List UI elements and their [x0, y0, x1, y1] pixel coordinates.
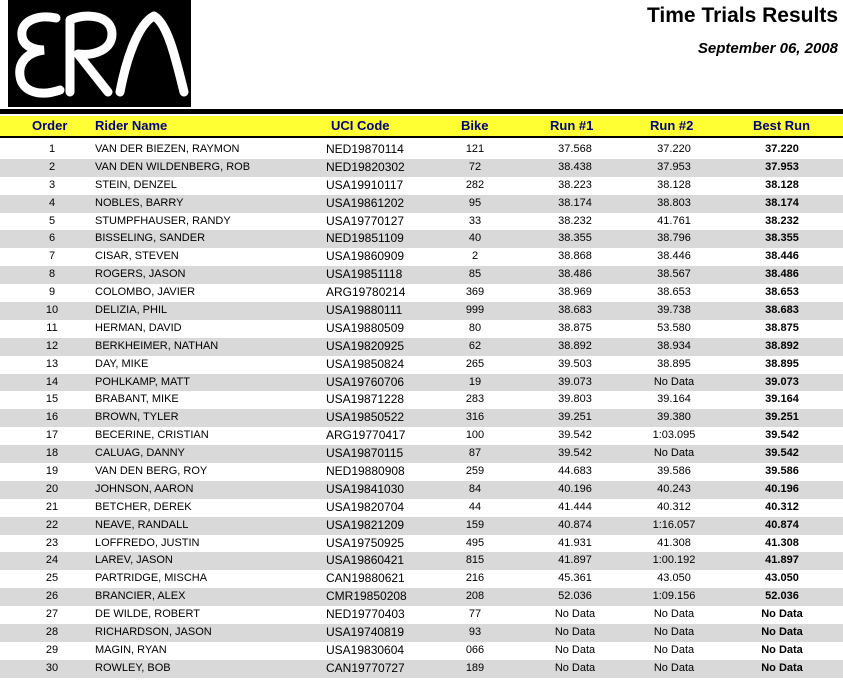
cell-order: 18 [45, 447, 59, 460]
cell-best-run: 38.174 [765, 196, 799, 209]
cell-best-run: 37.953 [765, 160, 799, 173]
cell-bike: 100 [465, 429, 485, 442]
cell-run-2: 41.761 [657, 214, 691, 227]
cell-run-2: 39.738 [657, 304, 691, 317]
table-row [0, 141, 843, 159]
cell-best-run: 40.874 [765, 518, 799, 531]
table-row [0, 409, 843, 427]
col-best-run: Best Run [753, 118, 811, 133]
cell-run-2: 38.128 [657, 178, 691, 191]
table-row [0, 338, 843, 356]
cell-uci-code: NED19851109 [326, 231, 404, 246]
cell-run-2: 1:16.057 [652, 518, 696, 531]
cell-order: 1 [48, 143, 56, 155]
cell-uci-code: USA19750925 [326, 535, 405, 550]
cell-run-2: 38.567 [657, 268, 691, 281]
cell-run-2: No Data [653, 447, 695, 460]
cell-uci-code: USA19851118 [326, 267, 403, 282]
cell-uci-code: USA19850824 [326, 356, 405, 371]
cell-uci-code: USA19820925 [326, 338, 405, 353]
table-row [0, 195, 843, 213]
cell-run-1: 39.251 [558, 411, 592, 424]
table-row [0, 606, 843, 624]
cell-rider-name: BROWN, TYLER [95, 411, 179, 424]
table-row [0, 266, 843, 284]
col-order: Order [32, 118, 68, 133]
cell-bike: 282 [465, 178, 485, 191]
cell-best-run: 38.446 [765, 250, 799, 263]
cell-rider-name: CALUAG, DANNY [95, 447, 185, 460]
cell-uci-code: CAN19880621 [326, 571, 405, 586]
cell-best-run: 38.355 [765, 232, 799, 245]
cell-run-1: 41.444 [558, 500, 592, 513]
cell-best-run: 38.895 [765, 357, 799, 370]
table-row [0, 320, 843, 338]
event-date: September 06, 2008 [697, 40, 838, 57]
cell-order: 28 [45, 626, 59, 639]
cell-run-2: 38.653 [657, 286, 691, 299]
cell-uci-code: ARG19770417 [326, 428, 406, 443]
cell-run-1: 45.361 [558, 572, 592, 585]
table-row [0, 159, 843, 177]
cell-rider-name: NOBLES, BARRY [95, 196, 184, 209]
cell-uci-code: USA19821209 [326, 517, 405, 532]
cell-order: 4 [48, 196, 56, 209]
cell-run-1: 38.892 [558, 339, 592, 352]
table-row [0, 642, 843, 660]
cell-rider-name: BECERINE, CRISTIAN [95, 429, 209, 442]
col-run-2: Run #2 [650, 118, 694, 133]
cell-best-run: 41.897 [765, 554, 799, 567]
cell-rider-name: ROWLEY, BOB [95, 661, 171, 674]
table-row [0, 445, 843, 463]
cell-run-2: 37.953 [657, 160, 691, 173]
cell-order: 25 [45, 572, 59, 585]
cell-order: 6 [48, 232, 56, 245]
cell-best-run: 39.586 [765, 465, 799, 478]
cell-run-2: 37.220 [657, 143, 691, 155]
cell-bike: 77 [468, 608, 482, 621]
cell-rider-name: DE WILDE, ROBERT [95, 608, 200, 621]
cell-best-run: 38.653 [765, 286, 799, 299]
cell-run-1: 44.683 [558, 465, 592, 478]
cell-bike: 265 [465, 357, 485, 370]
cell-run-1: No Data [554, 661, 596, 674]
cell-run-2: 38.895 [657, 357, 691, 370]
cell-uci-code: NED19770403 [326, 607, 405, 622]
cell-rider-name: BRABANT, MIKE [95, 393, 179, 406]
cell-run-1: No Data [554, 626, 596, 639]
cell-best-run: No Data [761, 661, 803, 674]
cell-uci-code: CMR19850208 [326, 589, 407, 604]
cell-uci-code: USA19740819 [326, 625, 405, 640]
table-row [0, 230, 843, 248]
cell-run-2: 40.312 [657, 500, 691, 513]
cell-rider-name: MAGIN, RYAN [95, 643, 167, 656]
table-row [0, 660, 843, 678]
cell-best-run: 39.073 [765, 375, 799, 388]
cell-rider-name: DELIZIA, PHIL [95, 304, 168, 317]
cell-bike: 208 [465, 590, 485, 603]
table-row [0, 177, 843, 195]
cell-best-run: 38.892 [765, 339, 799, 352]
cell-uci-code: NED19880908 [326, 464, 405, 479]
header-divider [0, 109, 843, 114]
cell-best-run: 39.164 [765, 393, 799, 406]
cell-uci-code: NED19820302 [326, 159, 405, 174]
cell-run-1: 38.868 [558, 250, 592, 263]
cell-run-1: 39.542 [558, 447, 592, 460]
cell-bike: 40 [468, 232, 482, 245]
cell-best-run: 39.251 [765, 411, 799, 424]
table-row [0, 248, 843, 266]
cell-best-run: No Data [761, 643, 803, 656]
cell-run-1: 52.036 [558, 590, 592, 603]
cell-best-run: 41.308 [765, 536, 799, 549]
cell-run-2: 38.803 [657, 196, 691, 209]
cell-bike: 121 [465, 143, 485, 155]
table-row [0, 427, 843, 445]
cell-bike: 283 [465, 393, 485, 406]
cell-rider-name: DAY, MIKE [95, 357, 149, 370]
cell-uci-code: USA19770127 [326, 213, 405, 228]
cell-uci-code: USA19880111 [326, 303, 403, 318]
cell-order: 19 [45, 465, 59, 478]
cell-bike: 2 [471, 250, 479, 263]
cell-rider-name: POHLKAMP, MATT [95, 375, 190, 388]
table-row [0, 624, 843, 642]
cell-order: 16 [45, 411, 59, 424]
cell-rider-name: COLOMBO, JAVIER [95, 286, 196, 299]
cell-bike: 159 [465, 518, 485, 531]
cell-bike: 999 [465, 304, 485, 317]
cell-rider-name: CISAR, STEVEN [95, 250, 179, 263]
cell-run-2: 1:09.156 [652, 590, 696, 603]
era-logo-mark [8, 0, 191, 107]
cell-rider-name: VAN DEN BERG, ROY [95, 465, 208, 478]
col-uci-code: UCI Code [331, 118, 390, 133]
cell-rider-name: HERMAN, DAVID [95, 321, 182, 334]
table-row [0, 570, 843, 588]
cell-run-1: 38.223 [558, 178, 592, 191]
table-row [0, 356, 843, 374]
table-row [0, 391, 843, 409]
cell-order: 15 [45, 393, 59, 406]
cell-best-run: No Data [761, 608, 803, 621]
cell-run-2: No Data [653, 375, 695, 388]
cell-bike: 62 [468, 339, 482, 352]
cell-bike: 87 [468, 447, 482, 460]
cell-bike: 95 [468, 196, 482, 209]
cell-run-1: 38.438 [558, 160, 592, 173]
table-row [0, 535, 843, 553]
cell-rider-name: BETCHER, DEREK [95, 500, 192, 513]
cell-run-2: 43.050 [657, 572, 691, 585]
cell-bike: 72 [468, 160, 482, 173]
cell-bike: 93 [468, 626, 482, 639]
cell-run-1: 38.174 [558, 196, 592, 209]
cell-run-2: No Data [653, 608, 695, 621]
cell-run-2: 38.796 [657, 232, 691, 245]
cell-uci-code: USA19880509 [326, 320, 405, 335]
cell-order: 8 [48, 268, 56, 281]
cell-order: 2 [48, 160, 56, 173]
cell-run-1: 38.969 [558, 286, 592, 299]
cell-rider-name: STUMPFHAUSER, RANDY [95, 214, 231, 227]
cell-best-run: 40.312 [765, 500, 799, 513]
results-table [0, 141, 843, 678]
cell-run-2: 1:00.192 [652, 554, 696, 567]
cell-best-run: 39.542 [765, 429, 799, 442]
cell-bike: 495 [465, 536, 485, 549]
cell-bike: 44 [468, 500, 482, 513]
cell-best-run: 38.232 [765, 214, 799, 227]
cell-run-2: 40.243 [657, 482, 691, 495]
cell-rider-name: PARTRIDGE, MISCHA [95, 572, 208, 585]
cell-order: 5 [48, 214, 56, 227]
cell-best-run: 37.220 [765, 143, 799, 155]
cell-rider-name: VAN DER BIEZEN, RAYMON [95, 143, 240, 155]
cell-order: 10 [45, 304, 59, 317]
cell-run-1: 40.196 [558, 482, 592, 495]
cell-uci-code: USA19830604 [326, 642, 405, 657]
cell-run-1: No Data [554, 608, 596, 621]
cell-run-1: No Data [554, 643, 596, 656]
cell-order: 23 [45, 536, 59, 549]
cell-bike: 33 [468, 214, 482, 227]
cell-order: 7 [48, 250, 56, 263]
cell-run-1: 40.874 [558, 518, 592, 531]
cell-rider-name: JOHNSON, AARON [95, 482, 194, 495]
cell-bike: 85 [468, 268, 482, 281]
cell-bike: 259 [465, 465, 485, 478]
cell-run-2: 39.164 [657, 393, 691, 406]
cell-run-2: 39.380 [657, 411, 691, 424]
cell-best-run: 38.128 [765, 178, 799, 191]
table-row [0, 374, 843, 392]
cell-bike: 80 [468, 321, 482, 334]
cell-run-1: 39.073 [558, 375, 592, 388]
cell-order: 22 [45, 518, 59, 531]
era-logo [8, 0, 191, 107]
cell-order: 9 [48, 286, 56, 299]
cell-uci-code: CAN19770727 [326, 660, 405, 675]
cell-order: 3 [48, 178, 56, 191]
table-row [0, 463, 843, 481]
cell-order: 27 [45, 608, 59, 621]
cell-bike: 216 [465, 572, 485, 585]
cell-run-1: 39.503 [558, 357, 592, 370]
cell-run-2: No Data [653, 626, 695, 639]
cell-uci-code: USA19841030 [326, 481, 405, 496]
cell-best-run: 38.683 [765, 304, 799, 317]
cell-best-run: 39.542 [765, 447, 799, 460]
cell-run-1: 41.897 [558, 554, 592, 567]
page-title: Time Trials Results [646, 4, 838, 27]
cell-run-1: 37.568 [558, 143, 592, 155]
cell-order: 17 [45, 429, 59, 442]
cell-run-2: No Data [653, 661, 695, 674]
cell-rider-name: BERKHEIMER, NATHAN [95, 339, 219, 352]
cell-uci-code: USA19850522 [326, 410, 405, 425]
table-row [0, 284, 843, 302]
cell-uci-code: USA19860909 [326, 249, 405, 264]
table-header [0, 116, 843, 138]
cell-uci-code: USA19910117 [326, 177, 404, 192]
cell-rider-name: ROGERS, JASON [95, 268, 186, 281]
cell-rider-name: NEAVE, RANDALL [95, 518, 189, 531]
col-run-1: Run #1 [550, 118, 594, 133]
cell-run-2: 1:03.095 [652, 429, 696, 442]
cell-run-2: 38.934 [657, 339, 691, 352]
cell-run-2: 38.446 [657, 250, 691, 263]
cell-rider-name: STEIN, DENZEL [95, 178, 177, 191]
cell-run-1: 39.542 [558, 429, 592, 442]
cell-order: 14 [45, 375, 59, 388]
cell-order: 30 [45, 661, 59, 674]
cell-run-1: 38.486 [558, 268, 592, 281]
cell-uci-code: USA19861202 [326, 195, 405, 210]
cell-uci-code: USA19871228 [326, 392, 405, 407]
cell-bike: 84 [468, 482, 482, 495]
table-row [0, 481, 843, 499]
cell-uci-code: ARG19780214 [326, 285, 406, 300]
cell-bike: 316 [465, 411, 485, 424]
cell-order: 24 [45, 554, 59, 567]
cell-run-1: 38.355 [558, 232, 592, 245]
cell-bike: 815 [465, 554, 485, 567]
cell-best-run: 40.196 [765, 482, 799, 495]
cell-order: 21 [45, 500, 59, 513]
cell-rider-name: BRANCIER, ALEX [95, 590, 186, 603]
cell-bike: 369 [465, 286, 485, 299]
col-bike: Bike [461, 118, 489, 133]
cell-order: 29 [45, 643, 59, 656]
cell-best-run: 38.875 [765, 321, 799, 334]
cell-run-2: 41.308 [657, 536, 691, 549]
cell-bike: 19 [468, 375, 482, 388]
table-row [0, 213, 843, 231]
cell-order: 11 [46, 321, 58, 334]
table-row [0, 517, 843, 535]
cell-rider-name: RICHARDSON, JASON [95, 626, 212, 639]
cell-run-1: 38.683 [558, 304, 592, 317]
cell-rider-name: BISSELING, SANDER [95, 232, 206, 245]
table-row [0, 552, 843, 570]
cell-rider-name: LAREV, JASON [95, 554, 173, 567]
cell-bike: 066 [465, 643, 485, 656]
table-row [0, 499, 843, 517]
cell-rider-name: VAN DEN WILDENBERG, ROB [95, 160, 251, 173]
cell-rider-name: LOFFREDO, JUSTIN [95, 536, 200, 549]
cell-best-run: 43.050 [765, 572, 799, 585]
cell-run-1: 39.803 [558, 393, 592, 406]
cell-best-run: No Data [761, 626, 803, 639]
cell-order: 12 [45, 339, 59, 352]
cell-uci-code: USA19820704 [326, 499, 405, 514]
cell-order: 26 [45, 590, 59, 603]
table-row [0, 588, 843, 606]
cell-bike: 189 [465, 661, 485, 674]
cell-run-2: No Data [653, 643, 695, 656]
cell-run-2: 39.586 [657, 465, 691, 478]
cell-run-1: 41.931 [558, 536, 592, 549]
cell-best-run: 38.486 [765, 268, 799, 281]
cell-uci-code: USA19760706 [326, 374, 405, 389]
cell-order: 13 [45, 357, 59, 370]
cell-uci-code: NED19870114 [326, 142, 404, 156]
cell-run-1: 38.232 [558, 214, 592, 227]
cell-run-1: 38.875 [558, 321, 592, 334]
table-row [0, 302, 843, 320]
cell-best-run: 52.036 [765, 590, 799, 603]
col-rider-name: Rider Name [95, 118, 168, 133]
cell-run-2: 53.580 [657, 321, 691, 334]
cell-uci-code: USA19870115 [326, 446, 404, 461]
cell-order: 20 [45, 482, 59, 495]
cell-uci-code: USA19860421 [326, 553, 405, 568]
